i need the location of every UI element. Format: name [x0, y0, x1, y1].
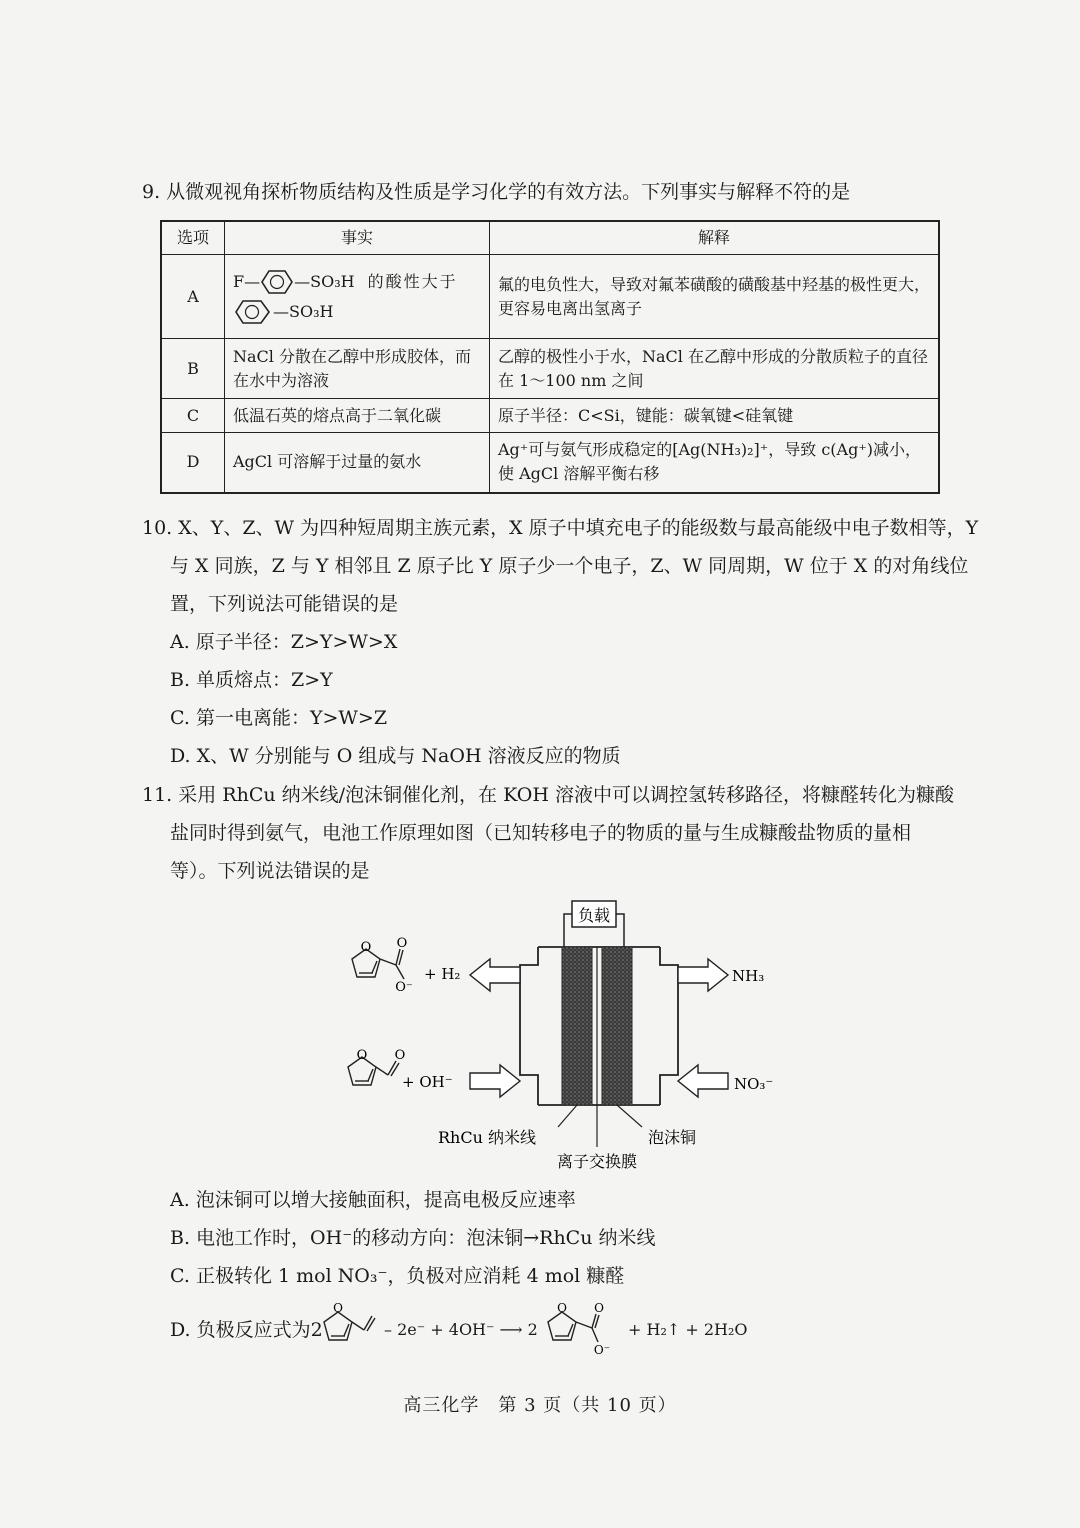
table-row-a: [161, 255, 939, 339]
furoate-molecule-icon: [542, 1298, 622, 1358]
table-row-c: [161, 399, 939, 433]
header-fact: 事实: [225, 221, 490, 255]
so3h-label-2: —SO₃H: [273, 301, 334, 321]
pointer-foam: [617, 1105, 642, 1127]
question-10-line-3: 置，下列说法可能错误的是: [170, 593, 399, 615]
question-10-option-b: B. 单质熔点：Z>Y: [170, 669, 333, 691]
option-d-prefix: D. 负极反应式为2: [170, 1319, 323, 1341]
option-a: A: [161, 255, 225, 339]
question-11-option-d: [170, 1298, 770, 1358]
explanation-b: 乙醇的极性小于水，NaCl 在乙醇中形成的分散质粒子的直径在 1～100 nm 之间: [490, 339, 940, 399]
d-carbonyl-oxygen: O: [594, 1301, 604, 1315]
foam-copper-label: 泡沫铜: [648, 1128, 697, 1147]
battery-diagram: [330, 895, 790, 1185]
question-10-option-a: A. 原子半径：Z>Y>W>X: [170, 631, 398, 653]
load-label: 负载: [577, 906, 611, 925]
fact-c: 低温石英的熔点高于二氧化碳: [225, 399, 490, 433]
left-bottom-label: + OH⁻: [402, 1073, 453, 1091]
fluoro-prefix: F—: [233, 271, 261, 291]
d-furan-oxygen: O: [333, 1301, 343, 1315]
option-c: C: [161, 399, 225, 433]
question-10-option-d: D. X、W 分别能与 O 组成与 NaOH 溶液反应的物质: [170, 745, 621, 767]
question-11-option-c: C. 正极转化 1 mol NO₃⁻，负极对应消耗 4 mol 糠醛: [170, 1265, 625, 1287]
furfural-molecule-icon: [318, 1298, 382, 1354]
wire-right: [616, 914, 624, 947]
question-11-option-b: B. 电池工作时，OH⁻的移动方向：泡沫铜→RhCu 纳米线: [170, 1227, 656, 1249]
question-9-title: 9. 从微观视角探析物质结构及性质是学习化学的有效方法。下列事实与解释不符的是: [142, 181, 851, 203]
furan-oxygen-1: O: [360, 940, 372, 955]
table-header-row: [161, 221, 939, 255]
question-10-line-2: 与 X 同族，Z 与 Y 相邻且 Z 原子比 Y 原子少一个电子，Z、W 同周期，W 位于 X 的对角线位: [170, 555, 969, 577]
d-furan-oxygen-2: O: [557, 1301, 567, 1315]
furfural-molecule-icon: [348, 1057, 399, 1085]
cell-outline: [520, 947, 678, 1105]
explanation-a: 氟的电负性大，导致对氟苯磺酸的磺酸基中羟基的极性更大，更容易电离出氢离子: [490, 255, 940, 339]
question-10-line-1: 10. X、Y、Z、W 为四种短周期主族元素，X 原子中填充电子的能级数与最高能级中电子数相等，Y: [142, 517, 979, 539]
option-d-middle: – 2e⁻ + 4OH⁻ ⟶ 2: [384, 1320, 538, 1339]
so3h-label: —SO₃H: [294, 271, 355, 291]
question-11-line-1: 11. 采用 RhCu 纳米线/泡沫铜催化剂，在 KOH 溶液中可以调控氢转移路径，将糠醛转化为糠酸: [142, 784, 954, 806]
question-10-option-c: C. 第一电离能：Y>W>Z: [170, 707, 388, 729]
arrow-left-top: [470, 959, 520, 991]
fact-a-text: 的酸性大于: [367, 271, 458, 291]
pointer-rhcu: [558, 1105, 577, 1127]
fact-a: [225, 255, 490, 339]
question-11-line-2: 盐同时得到氨气，电池工作原理如图（已知转移电子的物质的量与生成糠酸盐物质的量相: [170, 822, 912, 844]
benzene-ring-icon: [260, 269, 294, 295]
option-d-suffix: + H₂↑ + 2H₂O: [628, 1320, 748, 1339]
arrow-right-bottom: [678, 1065, 728, 1097]
d-carboxylate-oxygen: O⁻: [593, 1343, 611, 1357]
option-b: B: [161, 339, 225, 399]
arrow-left-bottom: [470, 1065, 520, 1097]
question-9-table: [160, 220, 940, 494]
page-footer: 高三化学 第 3 页（共 10 页）: [403, 1395, 677, 1416]
fact-d: AgCl 可溶解于过量的氨水: [225, 433, 490, 493]
header-option: 选项: [161, 221, 225, 255]
option-d: D: [161, 433, 225, 493]
table-row-d: [161, 433, 939, 493]
membrane-label: 离子交换膜: [556, 1152, 638, 1171]
explanation-d: Ag⁺可与氨气形成稳定的[Ag(NH₃)₂]⁺，导致 c(Ag⁺)减小，使 AgCl 溶解平衡右移: [490, 433, 940, 493]
furan-oxygen-2: O: [356, 1048, 368, 1063]
fact-b: NaCl 分散在乙醇中形成胶体，而在水中为溶液: [225, 339, 490, 399]
question-11-line-3: 等）。下列说法错误的是: [170, 860, 370, 882]
right-bottom-label: NO₃⁻: [734, 1075, 774, 1093]
header-explanation: 解释: [490, 221, 940, 255]
rhcu-label: RhCu 纳米线: [438, 1128, 536, 1147]
carboxylate-oxygen: O⁻: [395, 980, 413, 995]
benzene-ring-icon: [233, 299, 273, 325]
question-11-option-a: A. 泡沫铜可以增大接触面积，提高电极反应速率: [170, 1189, 576, 1211]
right-top-label: NH₃: [732, 967, 765, 985]
wire-left: [564, 914, 572, 947]
rhcu-electrode: [562, 947, 592, 1105]
table-row-b: [161, 339, 939, 399]
left-top-label: + H₂: [424, 965, 461, 983]
carbonyl-oxygen-2: O: [394, 1048, 406, 1063]
foam-copper-electrode: [602, 947, 632, 1105]
carbonyl-oxygen-1: O: [396, 936, 408, 951]
explanation-c: 原子半径：C<Si，键能：碳氧键<硅氧键: [490, 399, 940, 433]
arrow-right-top: [678, 959, 728, 991]
